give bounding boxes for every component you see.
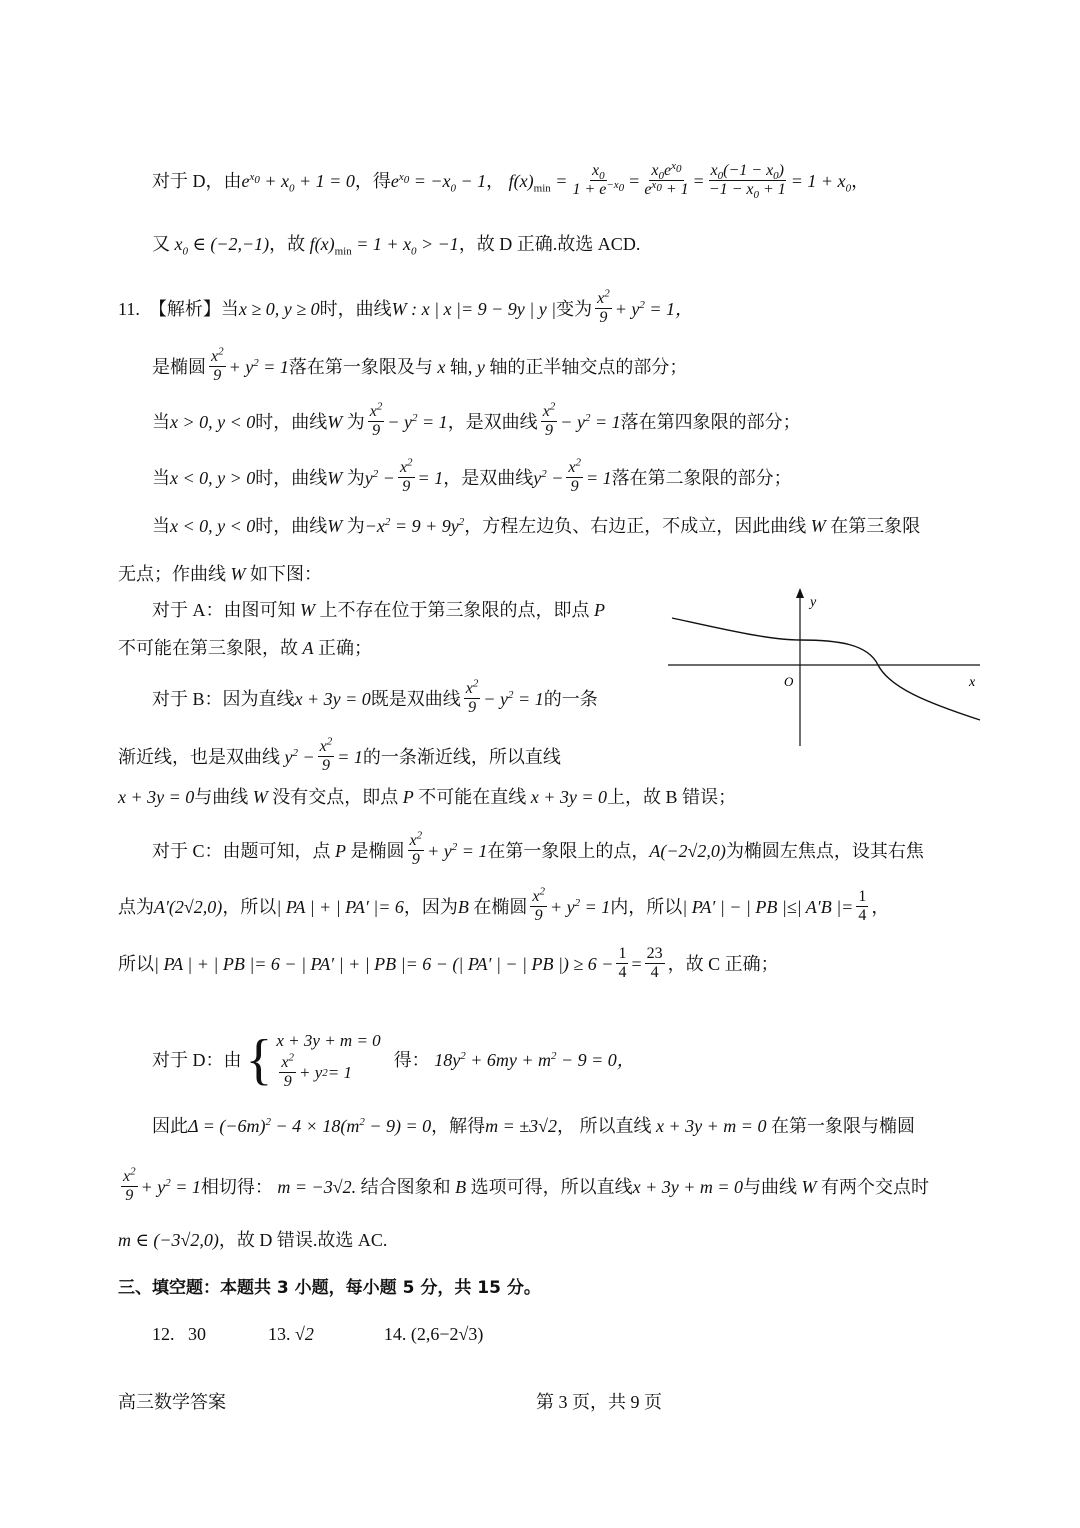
question-number: 13. xyxy=(268,1324,291,1344)
text: 与曲线 xyxy=(194,787,249,807)
option-a-line1: 对于 A：由图可知 W 上不存在位于第三象限的点，即点 P xyxy=(152,600,605,620)
text: 结合图象和 xyxy=(360,1176,451,1197)
fraction: $\frac{x_0}{1 + e^{-x_0}}$ xyxy=(572,162,625,198)
text: ， 所以直线 xyxy=(557,1116,652,1136)
x-axis-label: x xyxy=(969,675,976,690)
text: 的一条渐近线，所以直线 xyxy=(362,746,561,767)
text: 当 xyxy=(220,298,239,319)
fraction: $\frac{1}{4}$ xyxy=(858,888,867,924)
text: 落在第四象限的部分； xyxy=(620,411,801,432)
text: 相切得： xyxy=(200,1176,273,1197)
option-c-line1: 对于 C：由题可知，点 P 是椭圆 $\frac{x^2}{9}$ + $y^2 = 1$ 在第一象限上的点， A(−2√2,0) 为椭圆左焦点，设其右焦 xyxy=(152,829,924,868)
text: 为 xyxy=(346,467,365,488)
text: 点为 xyxy=(118,896,154,917)
text: 时，曲线 xyxy=(319,298,392,319)
text: 没有交点，即点 xyxy=(272,787,399,807)
q11-intro: 11. 【解析】 当 x ≥ 0, y ≥ 0 时，曲线 W : x | x |= 9 − 9y | y | 变为 $\frac{x^2}{9}$ + $y^2 = 1$， xyxy=(118,287,694,326)
solution-line-d-10-conclusion xyxy=(152,232,640,256)
text: 所以 xyxy=(118,953,154,974)
text: ，故 D 正确.故选 ACD. xyxy=(458,234,641,254)
option-b-line3: x + 3y = 0 与曲线 W 没有交点，即点 P 不可能在直线 x + 3y = 0 上，故 B 错误； xyxy=(118,787,737,807)
formula: $x_0$ ∈ (−2,−1) xyxy=(170,234,270,258)
answer-13: √2 xyxy=(295,1324,314,1344)
formula: W : x | x |= 9 − 9y | y | xyxy=(391,298,557,319)
fraction: $\frac{x^2}{9}$ xyxy=(409,829,423,868)
text: 当 xyxy=(152,411,170,432)
text: ，所以 xyxy=(222,896,277,917)
fraction: $\frac{x^2}{9}$ xyxy=(465,677,479,716)
y-axis-arrow xyxy=(796,588,804,598)
text: 得： xyxy=(393,1049,430,1070)
fraction: $\frac{x^2}{9}$ xyxy=(211,345,224,384)
fraction: $\frac{x^2}{9}$ xyxy=(123,1165,136,1204)
text: ， xyxy=(486,170,505,191)
text: 不可能在直线 xyxy=(418,787,527,807)
q11-ellipse-part: 是椭圆 $\frac{x^2}{9}$ + $y^2 = 1$ 落在第一象限及与 x 轴, y 轴的正半轴交点的部分； xyxy=(152,345,688,384)
text: 为椭圆左焦点，设其右焦 xyxy=(725,840,924,861)
text: 时，曲线 xyxy=(255,411,328,432)
text: 当 xyxy=(152,516,170,536)
tag: 【解析】 xyxy=(148,298,221,319)
curve-w xyxy=(672,618,980,720)
text: 时，曲线 xyxy=(255,467,328,488)
text: ，因为 xyxy=(403,896,458,917)
q11-fourth-quadrant: 当 x > 0, y < 0 时，曲线 W 为 $\frac{x^2}{9}$ − $y^2 = 1$ ，是双曲线 $\frac{x^2}{9}$ − $y^2 = 1$ 落在第四象限的部分； xyxy=(152,400,801,439)
text: 对于 B：因为直线 xyxy=(152,688,295,709)
text: 当 xyxy=(152,467,170,488)
section-title-fill-in: 三、填空题：本题共 3 小题，每小题 5 分，共 15 分。 xyxy=(118,1278,541,1298)
footer-page-number: 第 3 页，共 9 页 xyxy=(536,1392,662,1412)
text: 的一条 xyxy=(543,688,598,709)
text: ，故 xyxy=(269,234,306,254)
text: 无点；作曲线 xyxy=(118,564,226,584)
option-d-line3: $\frac{x^2}{9}$ + $y^2 = 1$ 相切得： m = −3√2. 结合图象和 B 选项可得，所以直线 x + 3y + m = 0 与曲线 W 有两个交点时 xyxy=(123,1165,929,1204)
answer-14: (2,6−2√3) xyxy=(410,1324,484,1344)
text: 不可能在第三象限，故 xyxy=(118,638,298,658)
text: 在椭圆 xyxy=(473,896,528,917)
fraction: $\frac{23}{4}$ xyxy=(646,945,663,981)
curve-w-graph xyxy=(668,588,984,750)
fraction: $\frac{x^2}{9}$ xyxy=(319,735,333,774)
text: 轴, xyxy=(449,356,473,377)
y-axis-label: y xyxy=(810,595,817,610)
formula: $e^{x_0} + x_0 + 1 = 0$ xyxy=(241,170,355,195)
text: ，得 xyxy=(354,170,391,191)
fraction: $\frac{x^2}{9}$ xyxy=(399,456,413,495)
question-number: 12. xyxy=(152,1324,175,1344)
option-a-line2: 不可能在第三象限，故 A 正确； xyxy=(118,638,372,658)
text: 为 xyxy=(346,411,365,432)
text: 选项可得，所以直线 xyxy=(470,1176,633,1197)
formula: x ≥ 0, y ≥ 0 xyxy=(238,298,320,319)
text: 渐近线，也是双曲线 xyxy=(118,746,280,767)
text: 内，所以 xyxy=(610,896,683,917)
text: ， xyxy=(871,896,890,917)
fill-in-answers xyxy=(152,1322,483,1346)
text: 对于 D，由 xyxy=(152,170,242,191)
formula: $f(x)_{min}$ = xyxy=(504,170,568,195)
fraction: $\frac{x^2}{9}$ xyxy=(568,456,581,495)
text: 时，曲线 xyxy=(255,516,328,536)
fraction: $\frac{x_0e^{x_0}}{e^{x_0} + 1}$ xyxy=(644,159,689,198)
text: ，故 D 错误.故选 AC. xyxy=(218,1230,388,1250)
option-b-line2: 渐近线，也是双曲线 $y^2$ − $\frac{x^2}{9}$ = 1 的一条渐近线，所以直线 xyxy=(118,735,561,774)
option-d-line1: 对于 D：由 { x + 3y + m = 0 $\frac{x^2}{9}$ + y 2 = 1 得： $18y^2 + 6my + m^2 - 9 = 0$， xyxy=(152,1028,635,1091)
fraction: $\frac{x^2}{9}$ xyxy=(369,400,383,439)
option-d-line2: 因此 $\Delta = (-6m)^2 - 4 \times 18(m^2 - 9) = 0$ ，解得 m = ±3√2 ， 所以直线 x + 3y + m = 0 在第一象限与椭圆 xyxy=(152,1116,915,1136)
text: 既是双曲线 xyxy=(370,688,461,709)
text: 落在第二象限的部分； xyxy=(611,467,792,488)
question-number: 11. xyxy=(118,298,140,319)
text: 对于 C：由题可知，点 xyxy=(152,840,331,861)
text: 因此 xyxy=(152,1116,188,1136)
fraction: $\frac{x_0(-1 - x_0)}{-1 - x_0 + 1}$ xyxy=(708,162,786,202)
answer-12: 30 xyxy=(188,1324,206,1344)
q11-second-quadrant: 当 x < 0, y > 0 时，曲线 W 为 $y^2$ − $\frac{x^2}{9}$ = 1 ，是双曲线 $y^2$ − $\frac{x^2}{9}$ = 1 落在第二象限的部分； xyxy=(152,456,792,495)
text: 落在第一象限及与 xyxy=(288,356,433,377)
text: 是椭圆 xyxy=(152,356,206,377)
text: 对于 A：由图可知 xyxy=(152,600,296,620)
question-number: 14. xyxy=(383,1324,407,1344)
footer-subject: 高三数学答案 xyxy=(118,1392,226,1412)
fraction: $\frac{x^2}{9}$ xyxy=(542,400,556,439)
equation-system: { x + 3y + m = 0 $\frac{x^2}{9}$ + y 2 = 1 xyxy=(245,1028,381,1091)
text: 正确； xyxy=(318,638,372,658)
text: 在第一象限与椭圆 xyxy=(770,1116,915,1136)
option-b-line1: 对于 B：因为直线 x + 3y = 0 既是双曲线 $\frac{x^2}{9}$ − $y^2 = 1$ 的一条 xyxy=(152,677,598,716)
text: 在第一象限上的点， xyxy=(487,840,650,861)
text: 对于 D：由 xyxy=(152,1049,242,1070)
solution-line-d-10: 对于 D，由 $e^{x_0} + x_0 + 1 = 0$ ，得 $e^{x_0} = -x_0 - 1$ ， $f(x)_{min}$ = $\frac{x_0}{1 + e^{-x_0}}$ = $\frac{x_0e^{x_0}}{e^{x_0} + 1}$ = $\frac{x_0(-1 - x_0)}{-1 - x_0 + 1}$ = $1 + x_0$ ， xyxy=(152,159,870,202)
text: ， xyxy=(851,170,870,191)
q11-third-quadrant: 当 x < 0, y < 0 时，曲线 W 为 $-x^2 = 9 + 9y^2$ ，方程左边负、右边正，不成立，因此曲线 W 在第三象限 xyxy=(152,516,921,536)
text: ，故 C 正确； xyxy=(667,953,779,974)
text: ，是双曲线 xyxy=(443,467,534,488)
formula: $e^{x_0} = -x_0 - 1$ xyxy=(390,170,487,195)
option-d-line4: m ∈ (−3√2,0) ，故 D 错误.故选 AC. xyxy=(118,1230,388,1250)
fraction: $\frac{x^2}{9}$ xyxy=(597,287,610,326)
text: 如下图： xyxy=(250,564,322,584)
text: 有两个交点时 xyxy=(821,1176,929,1197)
text: 变为 xyxy=(556,298,593,319)
origin-label: O xyxy=(784,674,794,689)
option-c-line3: 所以 | PA | + | PB |= 6 − | PA′ | + | PB |= 6 − (| PA′ | − | PB |) ≥ 6 − $\frac{1}{4}$ = $\frac{23}{4}$ ，故 C 正确； xyxy=(118,945,779,981)
text: ，是双曲线 xyxy=(447,411,538,432)
fraction: $\frac{x^2}{9}$ xyxy=(532,885,545,924)
option-c-line2: 点为 A′(2√2,0) ，所以 | PA | + | PA′ |= 6 ，因为 B 在椭圆 $\frac{x^2}{9}$ + $y^2 = 1$ 内，所以 | PA′ | − | PB |≤| A′B |= $\frac{1}{4}$ ， xyxy=(118,885,890,924)
text: 为 xyxy=(346,516,365,536)
fraction: $\frac{1}{4}$ xyxy=(618,945,627,981)
text: 在第三象限 xyxy=(830,516,921,536)
text: ，解得 xyxy=(431,1116,486,1136)
text: 又 xyxy=(152,234,170,254)
text: 上，故 B 错误； xyxy=(607,787,737,807)
text: 是椭圆 xyxy=(350,840,405,861)
text: ，方程左边负、右边正，不成立，因此曲线 xyxy=(464,516,807,536)
formula: $f(x)_{min} = 1 + x_0 > -1$ xyxy=(305,234,459,258)
q11-draw-curve: 无点；作曲线 W 如下图： xyxy=(118,564,322,584)
text: 与曲线 xyxy=(743,1176,797,1197)
text: 上不存在位于第三象限的点，即点 xyxy=(319,600,590,620)
text: 轴的正半轴交点的部分； xyxy=(489,356,688,377)
